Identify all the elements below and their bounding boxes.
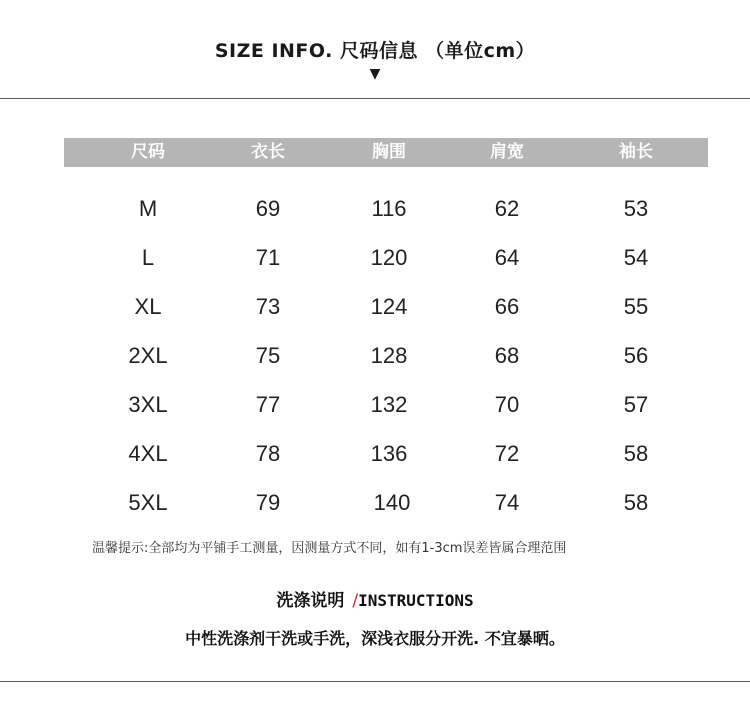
column-header-shoulder: 肩宽 xyxy=(490,142,524,162)
cell-sleeve: 54 xyxy=(623,245,649,270)
cell-size: 4XL xyxy=(128,441,168,466)
size-table-header xyxy=(64,138,708,167)
cell-length: 73 xyxy=(255,294,281,319)
cell-sleeve: 57 xyxy=(623,392,649,417)
cell-shoulder: 66 xyxy=(494,294,520,319)
cell-chest: 128 xyxy=(370,343,408,368)
cell-shoulder: 64 xyxy=(494,245,520,270)
instructions-title-en: INSTRUCTIONS xyxy=(358,591,474,610)
cell-size: XL xyxy=(134,294,162,319)
cell-sleeve: 56 xyxy=(623,343,649,368)
column-header-sleeve: 袖长 xyxy=(619,142,653,162)
size-info-title: SIZE INFO. 尺码信息 （单位cm） xyxy=(214,40,536,62)
table-row xyxy=(0,294,750,324)
cell-length: 71 xyxy=(255,245,281,270)
cell-size: 3XL xyxy=(128,392,168,417)
table-row xyxy=(0,441,750,471)
table-row xyxy=(0,392,750,422)
instructions-slash: / xyxy=(352,591,359,611)
cell-chest: 140 xyxy=(373,490,411,515)
instructions-title xyxy=(0,586,750,611)
measurement-note: 温馨提示:全部均为平铺手工测量，因测量方式不同，如有1-3cm误差皆属合理范围 xyxy=(92,541,567,556)
cell-chest: 124 xyxy=(370,294,408,319)
cell-length: 77 xyxy=(255,392,281,417)
cell-sleeve: 58 xyxy=(623,490,649,515)
cell-length: 75 xyxy=(255,343,281,368)
instructions-title-cn: 洗涤说明 xyxy=(276,591,345,611)
cell-length: 79 xyxy=(255,490,281,515)
cell-chest: 136 xyxy=(370,441,408,466)
cell-size: M xyxy=(138,196,158,221)
top-divider xyxy=(0,98,750,99)
cell-shoulder: 74 xyxy=(494,490,520,515)
cell-shoulder: 70 xyxy=(494,392,520,417)
table-row xyxy=(0,490,750,520)
cell-size: 5XL xyxy=(128,490,168,515)
cell-chest: 120 xyxy=(370,245,408,270)
cell-shoulder: 72 xyxy=(494,441,520,466)
bottom-divider xyxy=(0,681,750,682)
down-triangle-icon: ▼ xyxy=(369,66,381,82)
cell-chest: 132 xyxy=(370,392,408,417)
cell-shoulder: 68 xyxy=(494,343,520,368)
cell-shoulder: 62 xyxy=(494,196,520,221)
column-header-length: 衣长 xyxy=(251,142,285,162)
cell-size: 2XL xyxy=(128,343,168,368)
column-header-size: 尺码 xyxy=(131,142,165,162)
table-row xyxy=(0,196,750,226)
cell-chest: 116 xyxy=(371,196,407,221)
table-row xyxy=(0,245,750,275)
cell-sleeve: 58 xyxy=(623,441,649,466)
cell-length: 78 xyxy=(255,441,281,466)
cell-sleeve: 53 xyxy=(623,196,649,221)
cell-sleeve: 55 xyxy=(623,294,649,319)
cell-length: 69 xyxy=(255,196,281,221)
column-header-chest: 胸围 xyxy=(372,142,406,162)
table-row xyxy=(0,343,750,373)
cell-size: L xyxy=(141,245,155,270)
instructions-text: 中性洗涤剂干洗或手洗，深浅衣服分开洗. 不宜暴晒。 xyxy=(185,629,565,648)
